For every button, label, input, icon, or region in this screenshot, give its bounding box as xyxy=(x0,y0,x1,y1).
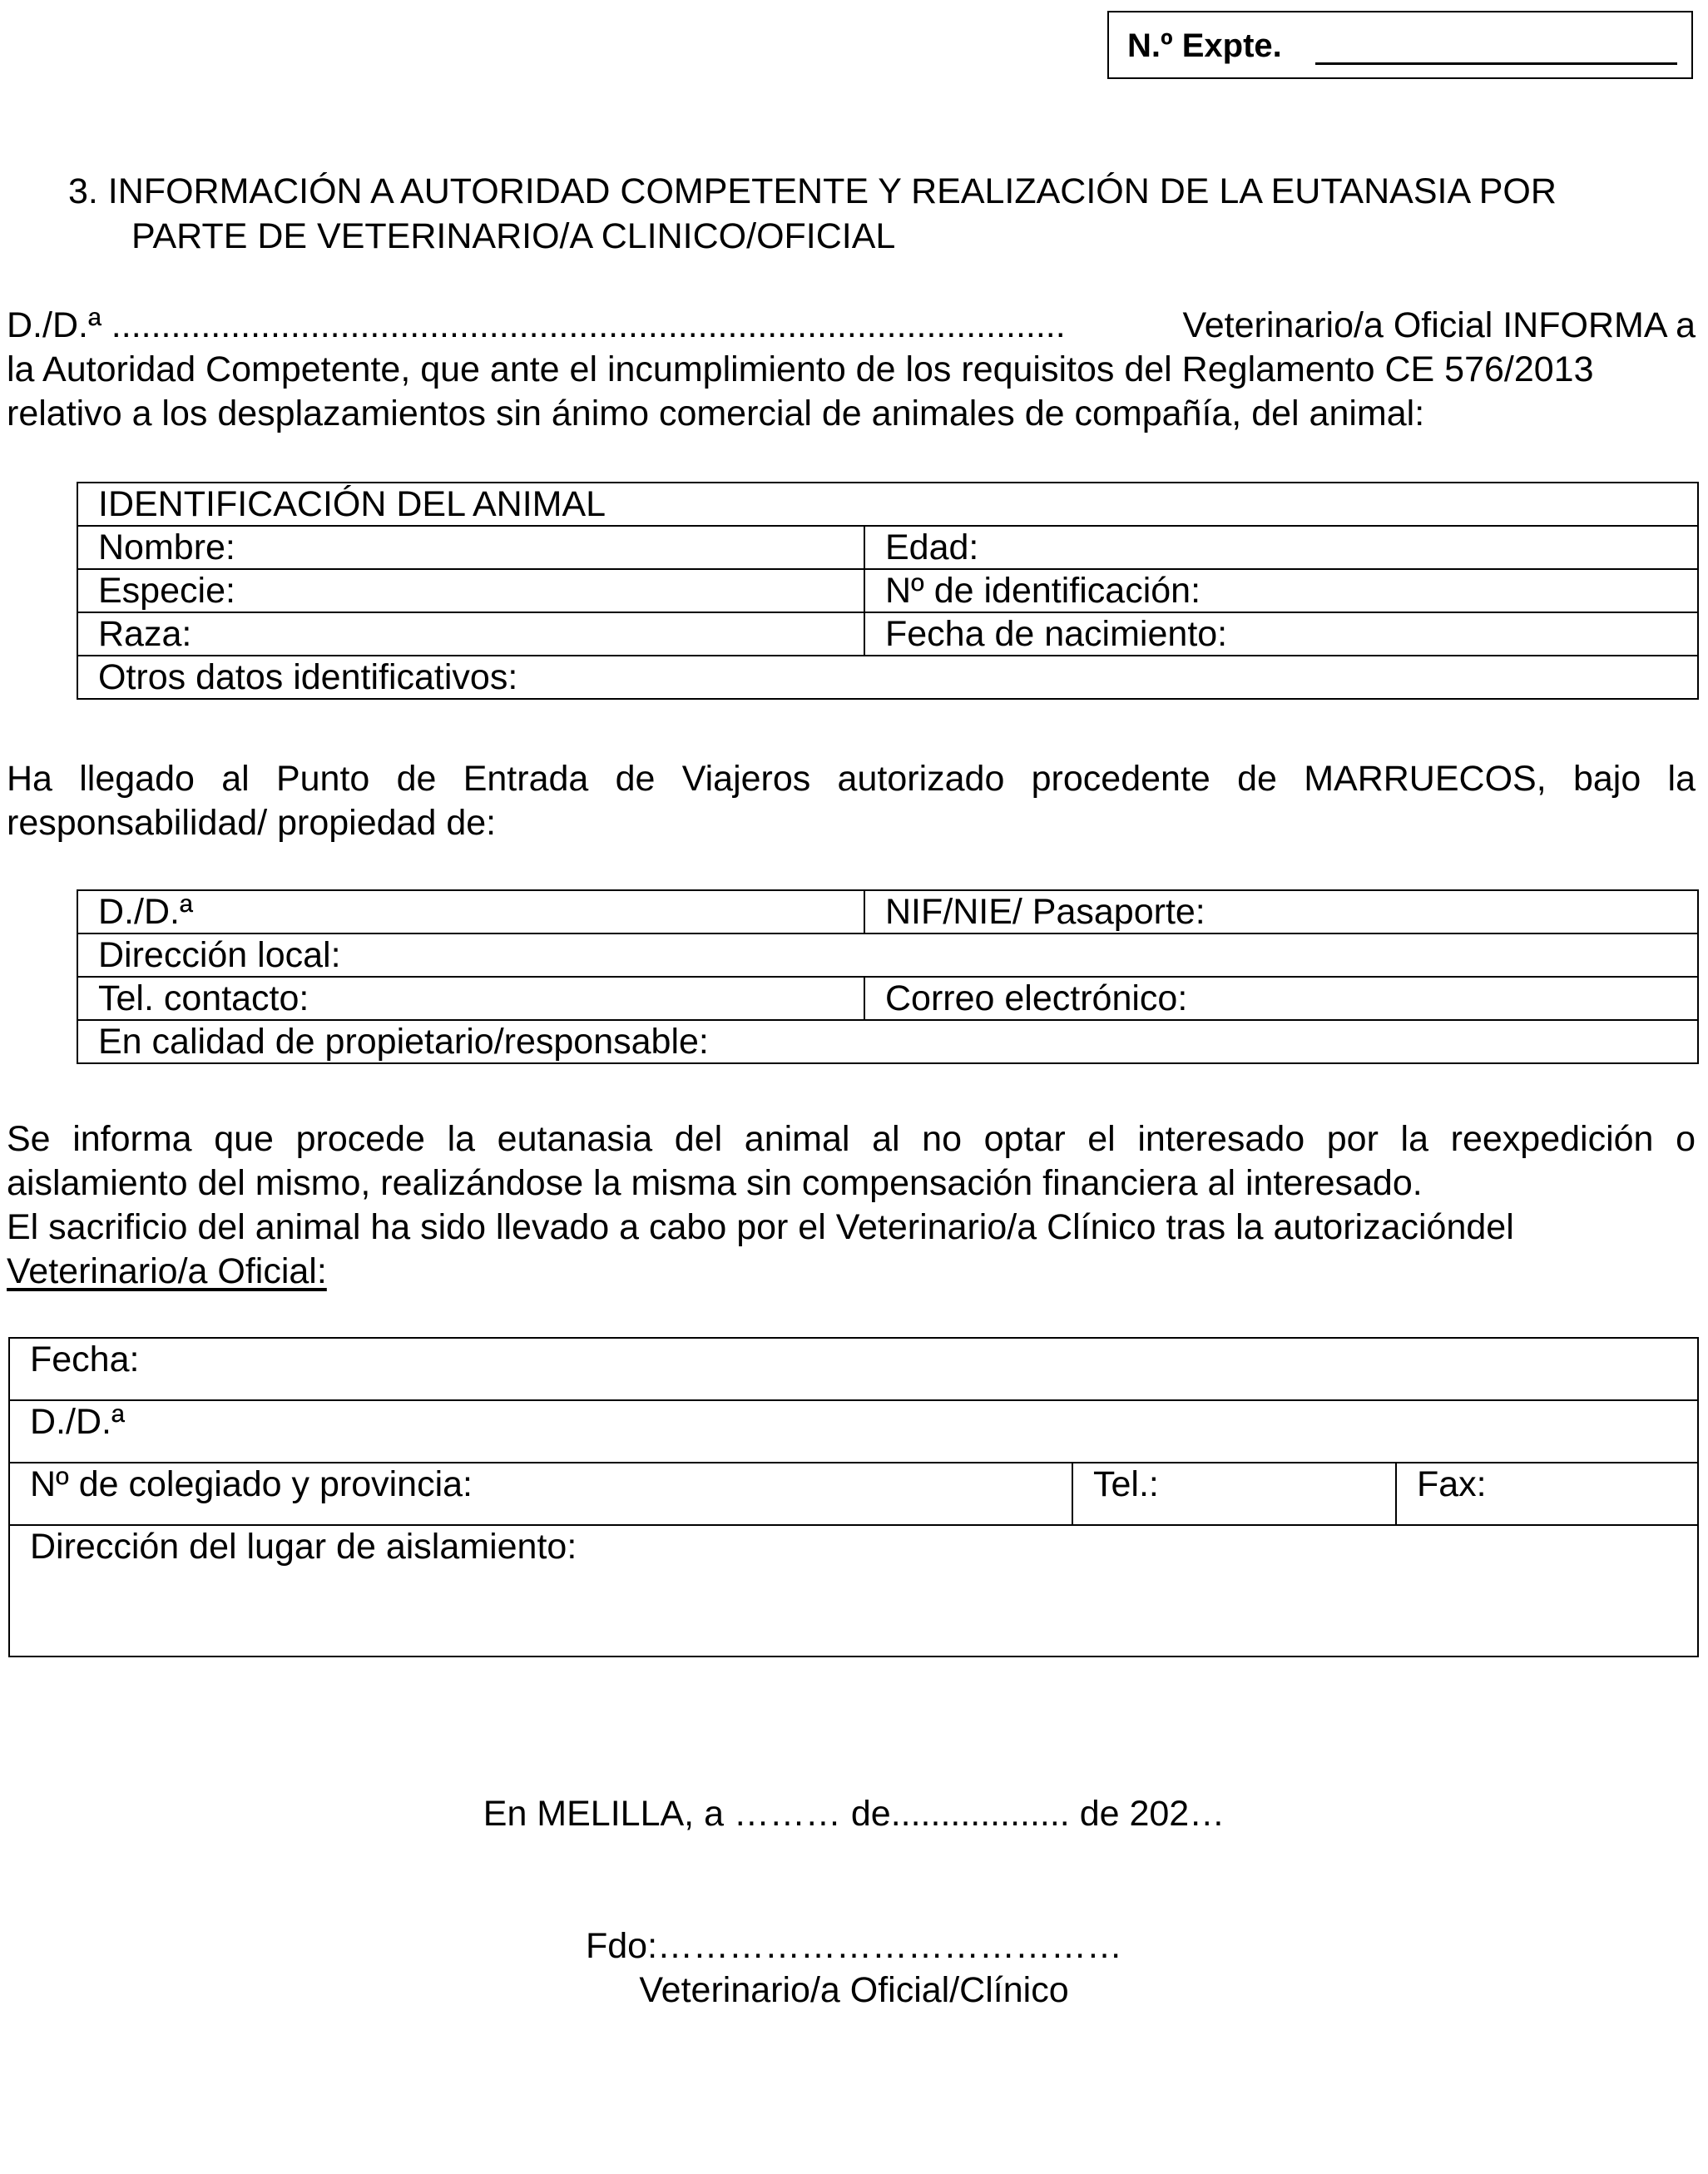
expediente-label: N.º Expte. xyxy=(1127,27,1282,64)
animal-especie-field[interactable]: Especie: xyxy=(77,569,864,612)
euthanasia-line3: El sacrificio del animal ha sido llevado a cabo por el Veterinario/a Clínico tras la autorizacióndel xyxy=(7,1207,1514,1247)
euthanasia-line1: Se informa que procede la eutanasia del animal al no optar el interesado por la reexpedición o xyxy=(7,1119,1696,1159)
owner-nif-field[interactable]: NIF/NIE/ Pasaporte: xyxy=(864,890,1698,933)
expediente-number-field[interactable] xyxy=(1315,62,1677,65)
expediente-box xyxy=(1107,11,1693,79)
owner-tel-field[interactable]: Tel. contacto: xyxy=(77,977,864,1020)
arrival-paragraph xyxy=(7,757,1696,845)
signature-role: Veterinario/a Oficial/Clínico xyxy=(639,1970,1069,2010)
animal-edad-field[interactable]: Edad: xyxy=(864,526,1698,569)
intro-line2: la Autoridad Competente, que ante el incumplimiento de los requisitos del Reglamento CE 576/2013 xyxy=(7,349,1594,389)
animal-fecha-nacimiento-field[interactable]: Fecha de nacimiento: xyxy=(864,612,1698,656)
arrival-line2: responsabilidad/ propiedad de: xyxy=(7,803,497,843)
owner-correo-field[interactable]: Correo electrónico: xyxy=(864,977,1698,1020)
euthanasia-line4: Veterinario/a Oficial: xyxy=(7,1251,327,1291)
owner-dd-field[interactable]: D./D.ª xyxy=(77,890,864,933)
animal-identification-table xyxy=(77,482,1699,700)
section-heading xyxy=(68,169,1557,259)
vet-tel-field[interactable]: Tel.: xyxy=(1072,1463,1396,1525)
section-title-line2: PARTE DE VETERINARIO/A CLINICO/OFICIAL xyxy=(131,216,896,256)
animal-otros-datos-field[interactable]: Otros datos identificativos: xyxy=(77,656,1698,699)
vet-dd-field[interactable]: D./D.ª xyxy=(9,1400,1698,1463)
veterinarian-table xyxy=(8,1337,1699,1657)
animal-table-title: IDENTIFICACIÓN DEL ANIMAL xyxy=(77,483,1698,526)
signature-line: Fdo:………………………………… xyxy=(585,1926,1123,1966)
intro-name-field: D./D.ª ................................................................................................ xyxy=(7,305,1066,345)
vet-direccion-aislamiento-field[interactable]: Dirección del lugar de aislamiento: xyxy=(9,1525,1698,1656)
vet-fecha-field[interactable]: Fecha: xyxy=(9,1338,1698,1400)
intro-paragraph xyxy=(7,304,1696,436)
owner-calidad-field[interactable]: En calidad de propietario/responsable: xyxy=(77,1020,1698,1063)
vet-colegiado-field[interactable]: Nº de colegiado y provincia: xyxy=(9,1463,1072,1525)
owner-table xyxy=(77,889,1699,1064)
animal-identificacion-field[interactable]: Nº de identificación: xyxy=(864,569,1698,612)
euthanasia-line2: aislamiento del mismo, realizándose la misma sin compensación financiera al interesado. xyxy=(7,1163,1423,1203)
animal-nombre-field[interactable]: Nombre: xyxy=(77,526,864,569)
arrival-line1: Ha llegado al Punto de Entrada de Viajeros autorizado procedente de MARRUECOS, bajo la xyxy=(7,759,1696,799)
euthanasia-paragraph xyxy=(7,1117,1696,1294)
place-date-line: En MELILLA, a ……… de.................. de 202… xyxy=(483,1794,1225,1834)
intro-line1 xyxy=(7,304,1696,348)
intro-informa-text: Veterinario/a Oficial INFORMA a xyxy=(1182,305,1696,345)
section-title-line1: 3. INFORMACIÓN A AUTORIDAD COMPETENTE Y REALIZACIÓN DE LA EUTANASIA POR xyxy=(68,171,1557,211)
owner-direccion-field[interactable]: Dirección local: xyxy=(77,933,1698,977)
intro-line3: relativo a los desplazamientos sin ánimo comercial de animales de compañía, del animal: xyxy=(7,394,1425,433)
vet-fax-field[interactable]: Fax: xyxy=(1396,1463,1698,1525)
animal-raza-field[interactable]: Raza: xyxy=(77,612,864,656)
